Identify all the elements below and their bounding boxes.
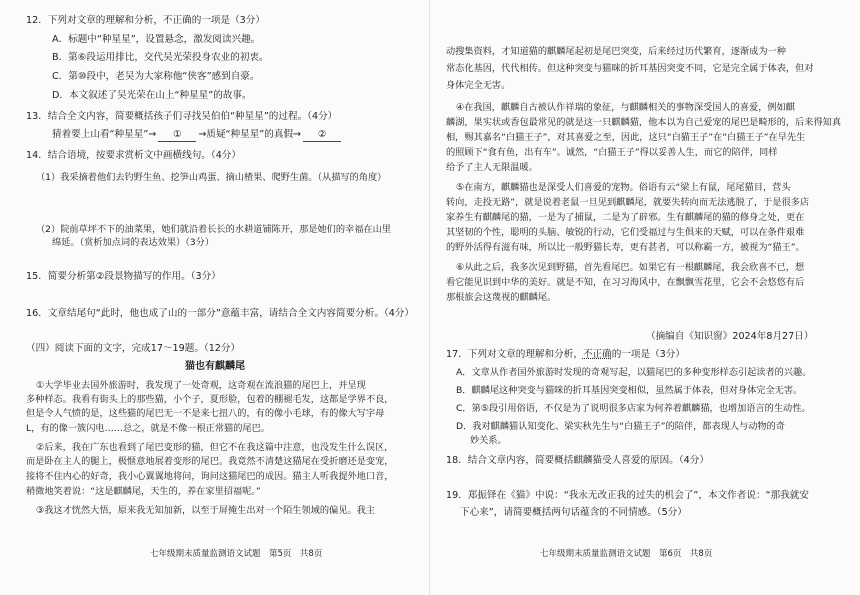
q12-option-c: C．第⑩段中，老吴为大家称他“侠客”感到自豪。: [52, 71, 260, 82]
q18-stem: 18．结合文章内容，简要概括麒麟猫受人喜爱的原因。（4分）: [446, 455, 709, 466]
q14-part2-line2: 绵延。（赏析加点词的表达效果）（3分）: [52, 237, 215, 248]
section-four-heading: （四）阅读下面的文字，完成17～19题。（12分）: [26, 343, 241, 354]
q14-part2-line1: （2）院前草坪不下的油菜果，她们就沿着长长的水耕道铺陈开，那是她们的幸福在山里: [36, 224, 391, 235]
q17-stem: [446, 349, 685, 361]
para3-cont-line2: 常态化基因，代代相传。但这种突变与猫咪的折耳基因突变不同，它是完全属于体表，但对: [446, 63, 814, 74]
para5-line1: ⑤在南方，麒麟猫也是深受人们喜爱的宠物。俗语有云“梁上有鼠，尾尾猫目，营头: [456, 182, 791, 193]
left-footer: 七年级期末质量监测语文试题 第5页 共8页: [150, 549, 323, 559]
para3-line1: ③我这才恍然大悟，原来我无知加新，以至于屏掩生出对一个陌生领域的偏见。我主: [36, 505, 375, 516]
q17-option-a: A．文章从作者国外旅游时发现的奇观写起，以猫尾巴的多种变形样态引起读者的兴趣。: [456, 367, 812, 378]
q13-chain: [52, 129, 343, 142]
para3-cont-line3: 身体完全无害。: [446, 80, 511, 91]
para1-line2: 多种样态。我看有街头上的那些猫，小个子，夏形脸，包着的棚褪毛发，这都是学界不良，: [26, 394, 394, 405]
q12-option-b: B．第⑥段运用排比，交代吴光荣投身农业的初衷。: [52, 52, 269, 63]
para1-line4: L，有的像一簇闪电……总之，就是不像一根正常猫的尾巴。: [26, 423, 270, 434]
q12-stem: 12．下列对文章的理解和分析，不正确的一项是（3分）: [26, 15, 265, 26]
q17-option-d-line2: 妙关系。: [470, 435, 507, 446]
para1-line3: 但是令人气愤的是，这些猫的尾巴无一不是来七扭八的，有的像小毛球，有的像大写字母: [26, 408, 385, 419]
para4-line4: 的照顾下“食有鱼，出有车”。诚然，“白猫王子”得以妥善人生，而它的陪伴，同样: [446, 147, 778, 158]
q12-option-a: A．标题中“种星星”，设置悬念，激发阅读兴趣。: [52, 34, 261, 45]
q13-blank-2: ②: [303, 129, 341, 142]
q17-stem-emphasis: 不正确: [582, 349, 612, 360]
q13-stem: 13．结合全文内容，简要概括孩子们寻找吴伯伯“种星星”的过程。（4分）: [26, 111, 338, 122]
para6-line3: 那根旅会这蔑视的麒麟尾。: [446, 292, 557, 303]
para5-line4: 其坚韧的个性，聪明的头脑、敏锐的行动，它们受福过与生俱来的天赋，可以在条件艰难: [446, 227, 805, 238]
para2-line2: 而是卧在主人的腿上，极惬意地展着变形的尾巴。我竟然不清楚这猫尾在受折磨还是变宠，: [26, 456, 394, 467]
source-citation: （摘编自《知识窗》2024年8月27日）: [646, 331, 814, 342]
para1-line1: ①大学毕业去国外旅游时，我发现了一处奇观，这奇观在流浪猫的尾巴上，并呈现: [36, 380, 366, 391]
para2-line1: ②后来，我在广东也看到了尾巴变形的猫，但它不在我这篇中注意，也没发生什么误区，: [36, 442, 394, 453]
q17-stem-post: 的一项是（3分）: [611, 349, 685, 360]
para6-line1: ⑥从此之后，我多次见到野猫，首先看尾巴。如果它有一根麒麟尾，我会欣喜不已，想: [456, 262, 805, 273]
para5-line2: 转向，走投无路”，就是说着老鼠一旦见到麒麟尾，就要失转向而无法逃脱了，于是很多店: [446, 197, 810, 208]
para2-line4: 稍微地笑着说：“这是麒麟尾，天生的，养在家里招福呢。”: [26, 486, 261, 497]
q16-stem: 16．文章结尾句“此时，他也成了山的一部分”意蕴丰富，请结合全文内容简要分析。（4分）: [26, 308, 415, 319]
para3-cont-line1: 动搜集资料，才知道猫的麒麟尾起初是尾巴突变，后来经过历代繁育，逐渐成为一种: [446, 46, 786, 57]
right-page: [430, 0, 860, 595]
q13-chain-b: →质疑“种星星”的真假→: [198, 129, 302, 140]
article-title: 猫也有麒麟尾: [185, 361, 245, 372]
para4-line3: 相，赐其嘉名“白猫王子”，对其喜爱之至，因此，这只“白猫王子”在“白猫王子”在早先生: [446, 132, 806, 143]
q17-option-d-line1: D．我对麒麟猫认知变化、梁实秋先生与“白猫王子”的陪伴，都表现人与动物的奇: [456, 421, 785, 432]
para2-line3: 接将不住内心的好奇，我小心翼翼地将问，询问这猫尾巴的成因。猫主人听我提外地口音，: [26, 471, 394, 482]
q14-stem: 14．结合语境，按要求赏析文中画横线句。（4分）: [26, 150, 241, 161]
para5-line3: 家养生有麒麟尾的猫，一是为了捕鼠，二是为了辟邪。生有麒麟尾的猫的修身之处，更在: [446, 212, 805, 223]
para4-line2: 麟湖，果实状或香包最常见的就是这一只麒麟猫，他本以为自己爱宠的尾巴是畸形的，后来得知真: [446, 117, 842, 128]
q17-stem-pre: 17．下列对文章的理解和分析，: [446, 349, 583, 360]
right-footer: 七年级期末质量监测语文试题 第6页 共8页: [540, 549, 713, 559]
q12-option-d: D．本文叙述了吴光荣在山上“种星星”的故事。: [52, 90, 252, 101]
para4-line1: ④在我国，麒麟自古被认作祥瑞的象征，与麒麟相关的事物深受国人的喜爱，例如麒: [456, 102, 795, 113]
para6-line2: 看它能见识到中华的美好。就是不知，在习习海风中，在飘飘雪花里，它会不会悠悠有后: [446, 277, 805, 288]
q19-line2: 下心来”，请简要概括两句话蕴含的不同情感。（5分）: [460, 507, 687, 518]
para4-line5: 给予了主人无限温暖。: [446, 162, 538, 173]
para5-line5: 的野外活得有滋有味，所以比一般野猫长寿，更有甚者，可以称霸一方，被视为“猫王”。: [446, 242, 805, 253]
q13-blank-1: ①: [158, 129, 196, 142]
q17-option-c: C．第⑤段引用俗语，不仅是为了说明很多店家为何养着麒麟猫，也增加语言的生动性。: [456, 403, 811, 414]
q15-stem: 15．简要分析第②段景物描写的作用。（3分）: [26, 271, 221, 282]
q17-option-b: B．麒麟尾这种突变与猫咪的折耳基因突变相似，虽然属于体表，但对身体完全无害。: [456, 385, 803, 396]
q19-line1: 19．郑振铎在《猫》中说：“我永无改正我的过失的机会了”，本文作者说：“那我就安: [446, 490, 809, 501]
q14-part1: （1）我采摘着他们去钓野生鱼、挖笋山鸡蛋、摘山楂果、爬野生菌。（从描写的角度）: [36, 172, 387, 183]
q13-chain-a: 猜着要上山看“种星星”→: [52, 129, 157, 140]
